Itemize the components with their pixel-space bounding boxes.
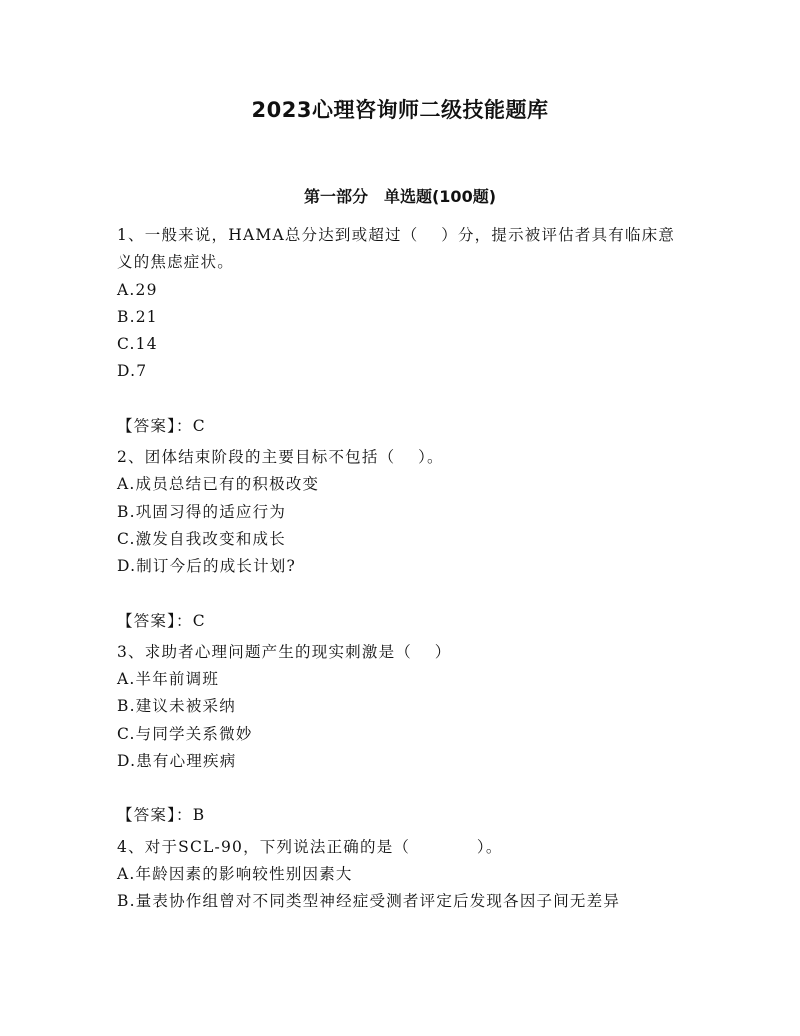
question-item [117,834,677,916]
question-item [117,444,677,635]
option-a: A.半年前调班 [117,670,220,689]
option-b: B.21 [117,307,158,326]
page-title: 2023心理咨询师二级技能题库 [251,98,549,122]
option-b: B.建议未被采纳 [117,697,236,716]
answer-line: 【答案】：C [117,611,206,630]
option-a: A.29 [117,280,158,299]
option-b: B.量表协作组曾对不同类型神经症受测者评定后发现各因子间无差异 [117,892,621,911]
option-c: C.14 [117,335,158,354]
question-stem: 4、对于SCL-90，下列说法正确的是（ ）。 [117,837,503,856]
question-list [117,222,677,916]
question-stem: 1、一般来说，HAMA总分达到或超过（ ）分，提示被评估者具有临床意义的焦虑症状。 [117,226,676,272]
option-c: C.与同学关系微妙 [117,724,253,743]
question-stem: 2、团体结束阶段的主要目标不包括（ ）。 [117,448,444,467]
option-a: A.成员总结已有的积极改变 [117,475,320,494]
question-item [117,222,677,440]
option-d: D.制订今后的成长计划? [117,557,297,576]
question-item [117,639,677,830]
option-a: A.年龄因素的影响较性别因素大 [117,864,353,883]
section-heading: 第一部分 单选题(100题) [303,187,497,206]
option-b: B.巩固习得的适应行为 [117,502,287,521]
question-stem: 3、求助者心理问题产生的现实刺激是（ ） [117,642,452,661]
option-c: C.激发自我改变和成长 [117,529,286,548]
option-d: D.7 [117,362,148,381]
option-d: D.患有心理疾病 [117,752,237,771]
answer-line: 【答案】：C [117,416,206,435]
answer-line: 【答案】：B [117,806,206,825]
